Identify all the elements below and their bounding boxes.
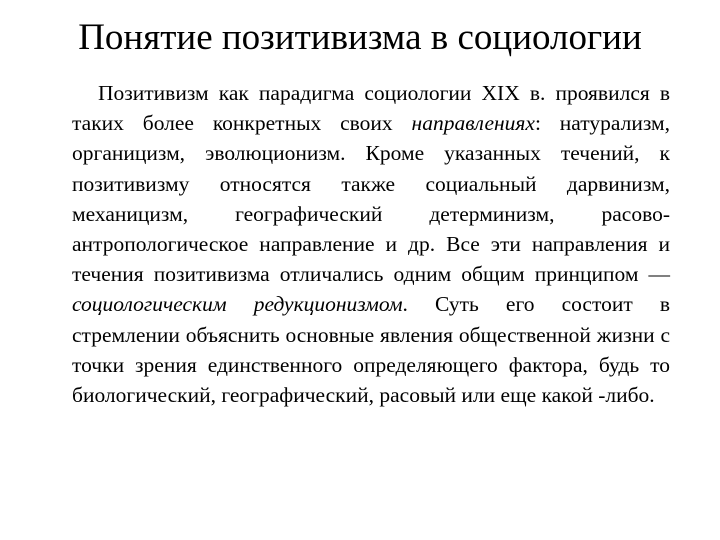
body-paragraph — [72, 78, 670, 410]
italic-term-reductionism: социологическим редукционизмом — [72, 292, 403, 317]
paragraph-text-part-2: : натурализм, органицизм, эволюционизм. Кроме указанных течений, к позитивизму относятся также социальный дарвинизм, механицизм, географический детерминизм, расово-антропологическое направление и др. Все эти направления и течения позитивизма отличались одним общим принципом — — [72, 111, 671, 287]
slide-title: Понятие позитивизма в социологии — [78, 17, 642, 58]
italic-term-directions: направлениях — [411, 111, 535, 136]
paragraph-text-part-3: . Суть его состоит в стремлении объяснить основные явления общественной жизни с точки зрения единственного определяющего фактора, будь то биологический, географический, расовый или еще какой -либо. — [72, 292, 670, 408]
paragraph-text-part-1: Позитивизм как парадигма социологии XIX в. проявился в таких более конкретных своих — [72, 81, 670, 136]
